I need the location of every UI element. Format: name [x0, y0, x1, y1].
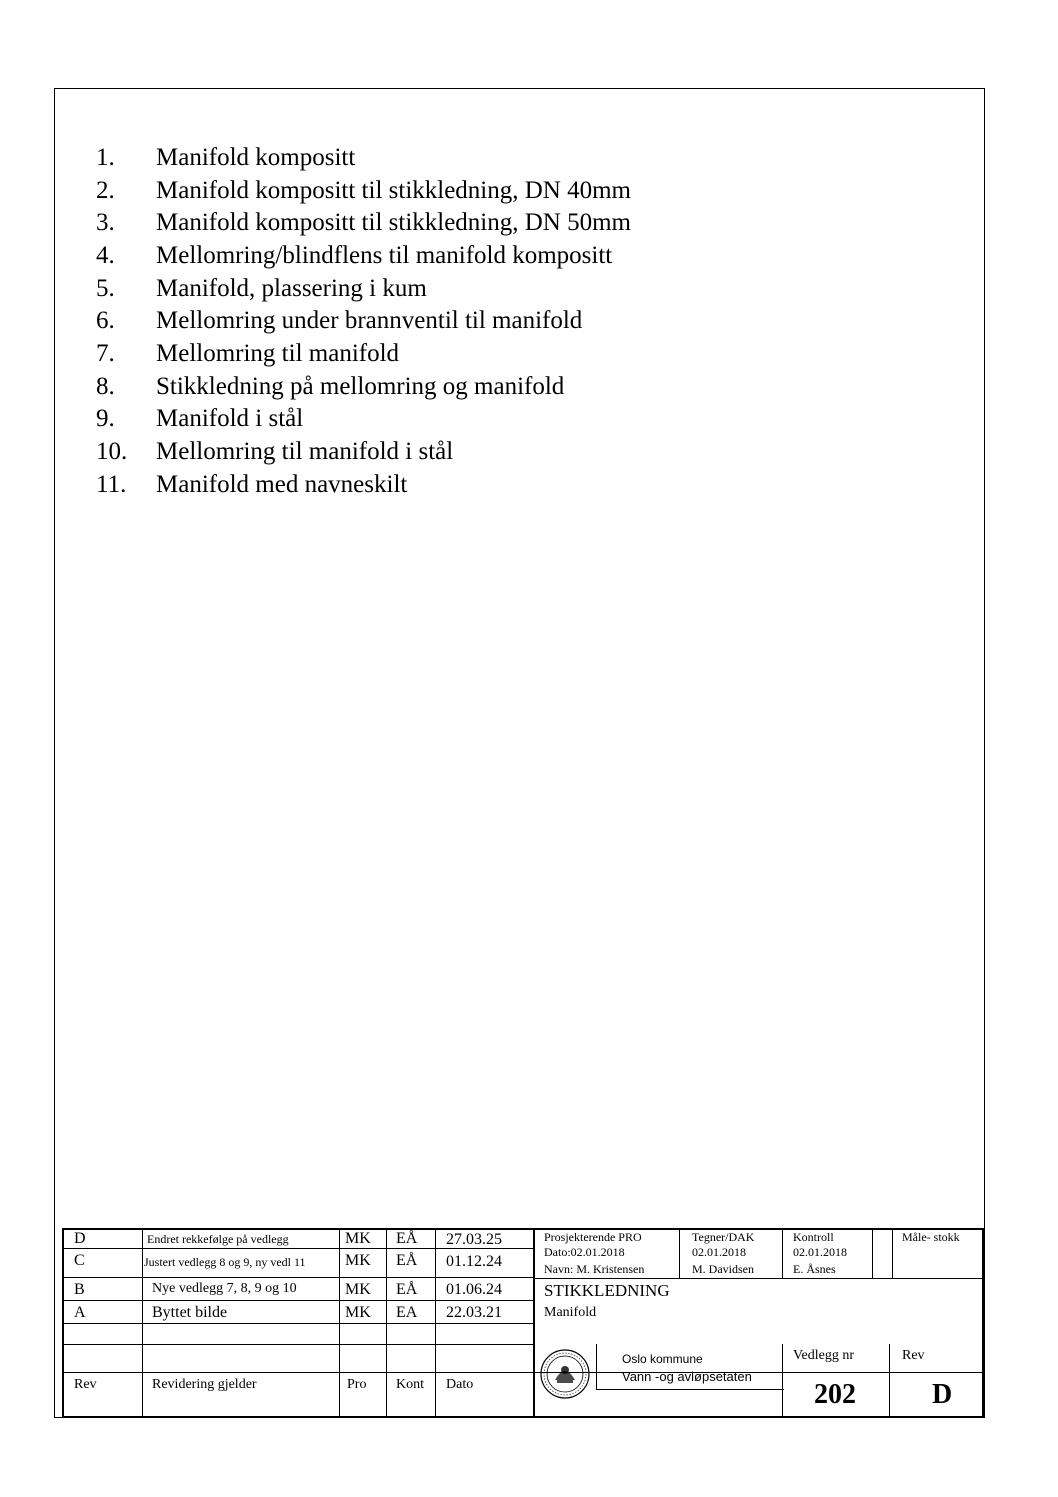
- rev-value: D: [932, 1379, 953, 1410]
- rev-letter: A: [74, 1304, 86, 1321]
- rev-label: Rev: [902, 1348, 925, 1363]
- list-item: [96, 206, 631, 239]
- list-item: [96, 304, 631, 337]
- prosjekterende-navn: Navn: M. Kristensen: [544, 1262, 645, 1276]
- list-item: [96, 435, 631, 468]
- list-item-text: Manifold kompositt: [156, 143, 356, 171]
- tegner-label: Tegner/DAK: [692, 1230, 755, 1244]
- list-item-number: 4.: [96, 241, 115, 269]
- list-item-number: 10.: [96, 438, 128, 466]
- rev-kont: EÅ: [396, 1281, 418, 1298]
- header-pro: Pro: [347, 1377, 367, 1392]
- drawing-subtitle: Manifold: [544, 1305, 597, 1320]
- rev-description: Endret rekkefølge på vedlegg: [147, 1232, 289, 1246]
- drawing-title: STIKKLEDNING: [544, 1281, 670, 1300]
- list-item-text: Mellomring/blindflens til manifold kompositt: [156, 241, 613, 269]
- list-item-number: 11.: [96, 470, 127, 498]
- list-item-text: Manifold kompositt til stikkledning, DN 40mm: [156, 176, 631, 204]
- rev-dato: 27.03.25: [446, 1231, 502, 1248]
- list-item-number: 8.: [96, 372, 115, 400]
- list-item-text: Mellomring til manifold i stål: [156, 438, 454, 466]
- rev-description: Byttet bilde: [152, 1304, 228, 1321]
- list-item-number: 3.: [96, 209, 115, 237]
- list-item-number: 6.: [96, 307, 115, 335]
- kontroll-label: Kontroll: [793, 1230, 834, 1244]
- list-item: [96, 403, 631, 436]
- rev-kont: EA: [396, 1304, 418, 1321]
- list-item: [96, 272, 631, 305]
- rev-kont: EÅ: [396, 1252, 418, 1269]
- list-item: [96, 141, 631, 174]
- rev-pro: MK: [345, 1281, 371, 1298]
- rev-description: Nye vedlegg 7, 8, 9 og 10: [152, 1281, 297, 1296]
- list-item-text: Mellomring under brannventil til manifold: [156, 307, 583, 335]
- list-item: [96, 468, 631, 501]
- vedlegg-label: Vedlegg nr: [793, 1348, 855, 1363]
- kontroll-dato: 02.01.2018: [793, 1245, 847, 1259]
- list-item: [96, 239, 631, 272]
- list-item-number: 2.: [96, 176, 115, 204]
- kontroll-navn: E. Åsnes: [793, 1262, 836, 1276]
- rev-dato: 01.12.24: [446, 1253, 502, 1270]
- rev-letter: D: [74, 1230, 86, 1247]
- prosjekterende-dato: Dato:02.01.2018: [544, 1245, 625, 1259]
- tegner-dato: 02.01.2018: [692, 1245, 746, 1259]
- list-item-number: 7.: [96, 339, 115, 367]
- prosjekterende-label: Prosjekterende PRO: [544, 1230, 642, 1244]
- header-dato: Dato: [446, 1377, 474, 1392]
- header-desc: Revidering gjelder: [152, 1377, 257, 1392]
- rev-kont: EÅ: [396, 1230, 418, 1247]
- rev-pro: MK: [345, 1230, 371, 1247]
- rev-dato: 01.06.24: [446, 1281, 502, 1298]
- rev-description: Justert vedlegg 8 og 9, ny vedl 11: [144, 1255, 306, 1269]
- vedlegg-number: 202: [814, 1379, 856, 1410]
- list-item: [96, 370, 631, 403]
- list-item-number: 1.: [96, 143, 115, 171]
- list-item: [96, 337, 631, 370]
- rev-pro: MK: [345, 1252, 371, 1269]
- org-line2: Vann -og avløpsetaten: [622, 1369, 752, 1384]
- list-item-text: Mellomring til manifold: [156, 339, 400, 367]
- title-block: [62, 1228, 984, 1418]
- list-item-number: 5.: [96, 274, 115, 302]
- rev-letter: B: [74, 1281, 85, 1298]
- contents-list: [96, 141, 631, 501]
- list-item-text: Manifold med navneskilt: [156, 470, 408, 498]
- org-line1: Oslo kommune: [622, 1352, 703, 1366]
- list-item: [96, 174, 631, 207]
- list-item-text: Manifold, plassering i kum: [156, 274, 427, 302]
- header-kont: Kont: [396, 1377, 424, 1392]
- header-rev: Rev: [74, 1377, 97, 1392]
- list-item-text: Manifold i stål: [156, 405, 304, 433]
- rev-dato: 22.03.21: [446, 1304, 502, 1321]
- malestokk-label: Måle- stokk: [902, 1230, 960, 1244]
- oslo-seal-icon: [539, 1348, 591, 1400]
- list-item-number: 9.: [96, 405, 115, 433]
- list-item-text: Stikkledning på mellomring og manifold: [156, 372, 565, 400]
- list-item-text: Manifold kompositt til stikkledning, DN 50mm: [156, 209, 631, 237]
- rev-letter: C: [74, 1252, 85, 1269]
- rev-pro: MK: [345, 1304, 371, 1321]
- tegner-navn: M. Davidsen: [692, 1262, 754, 1276]
